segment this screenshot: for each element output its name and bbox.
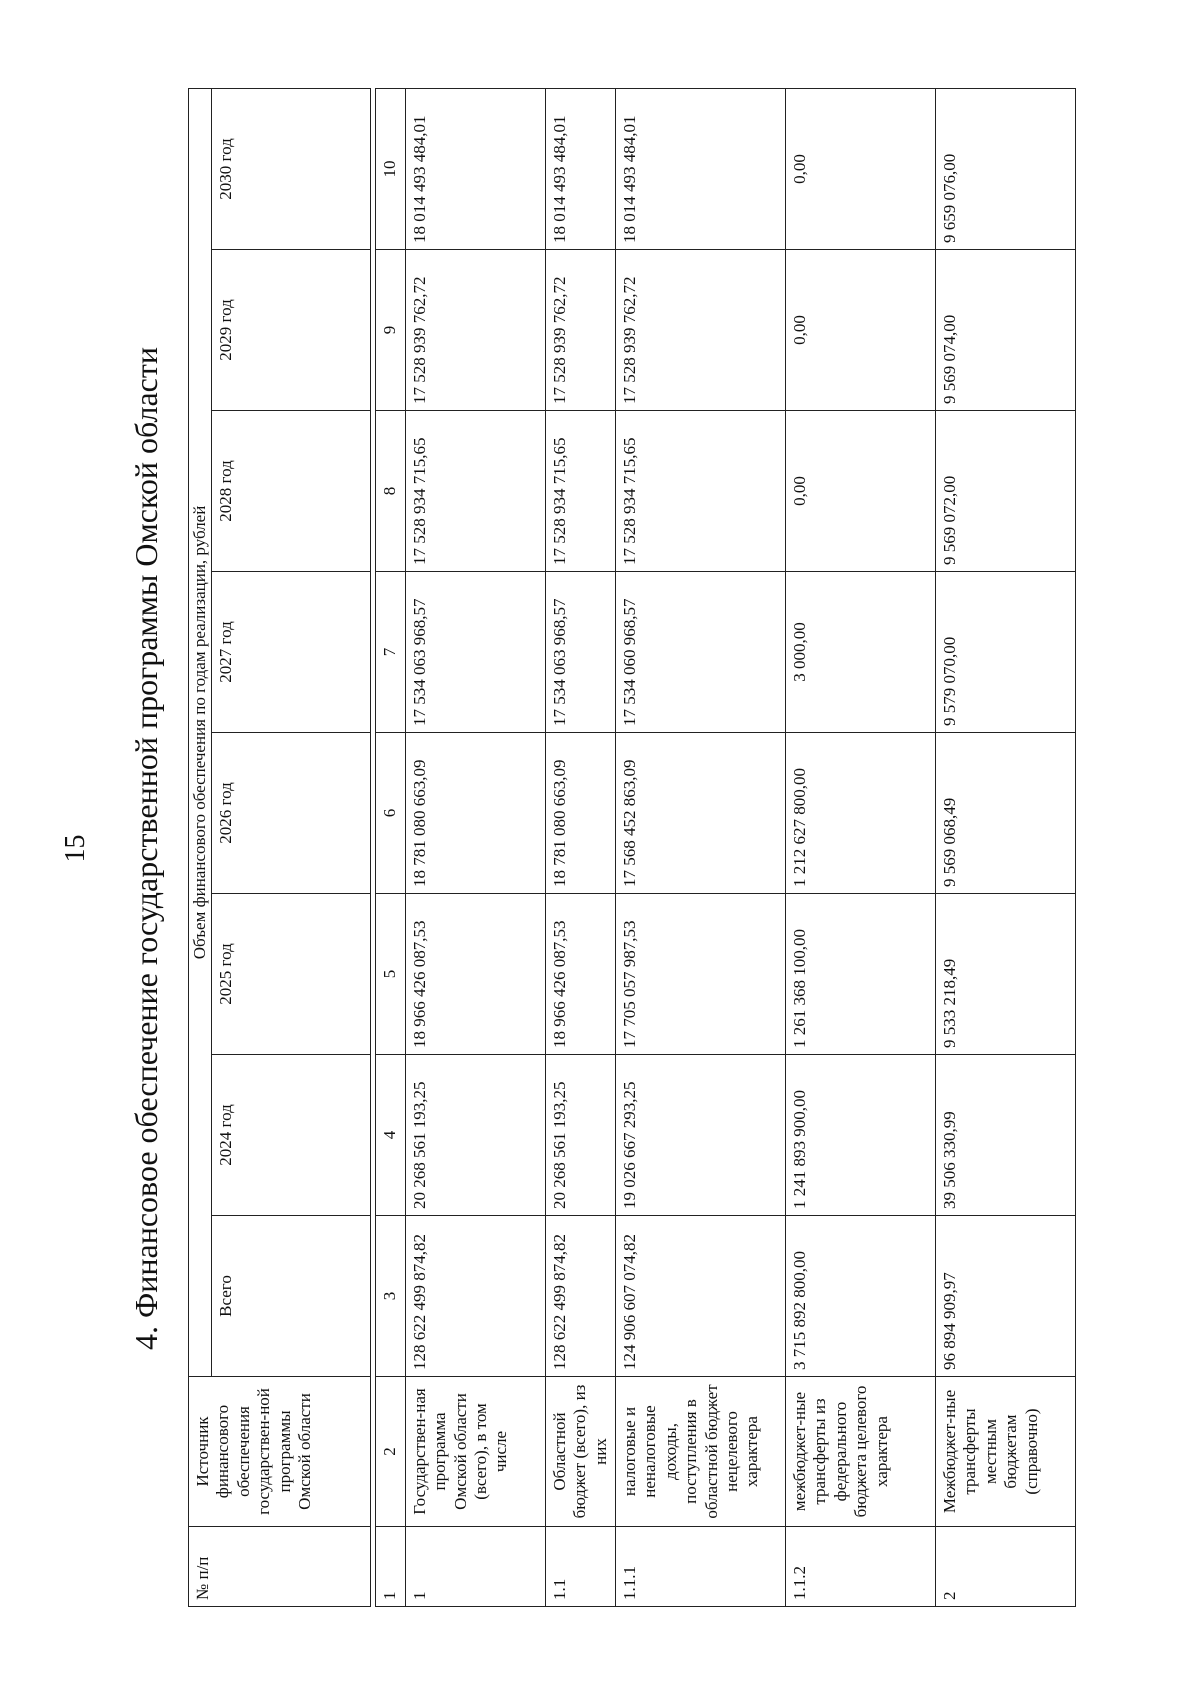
value-cell: 3 715 892 800,00 [785,1216,935,1377]
value-cell: 0,00 [785,250,935,411]
column-number: 7 [376,572,405,733]
page-number: 15 [60,834,91,863]
table-row [615,88,785,1606]
value-cell: 1 241 893 900,00 [785,1055,935,1216]
value-cell: 1 212 627 800,00 [785,733,935,894]
value-cell: 124 906 607 074,82 [615,1216,785,1377]
column-number: 2 [376,1377,405,1527]
row-source: межбюджет-ные трансферты из федерального бюджета целевого характера [785,1377,935,1527]
value-cell: 0,00 [785,88,935,249]
value-cell: 18 781 080 663,09 [545,733,615,894]
value-cell: 17 534 063 968,57 [405,572,545,733]
row-number: 2 [935,1527,1075,1607]
value-cell: 17 528 939 762,72 [545,250,615,411]
value-cell: 17 534 060 968,57 [615,572,785,733]
row-source: налоговые и неналоговые доходы, поступления в областной бюджет нецелевого характера [615,1377,785,1527]
value-cell: 9 569 074,00 [935,250,1075,411]
column-number: 3 [376,1216,405,1377]
column-number-row [376,88,405,1606]
value-cell: 9 579 070,00 [935,572,1075,733]
value-cell: 17 528 939 762,72 [615,250,785,411]
header-no: № п/п [189,1527,371,1607]
header-year: 2030 год [212,88,371,249]
value-cell: 1 261 368 100,00 [785,894,935,1055]
value-cell: 128 622 499 874,82 [405,1216,545,1377]
value-cell: 18 014 493 484,01 [545,88,615,249]
column-number: 10 [376,88,405,249]
table-row [545,88,615,1606]
value-cell: 9 569 068,49 [935,733,1075,894]
financing-table [188,88,1076,1607]
row-source: Межбюджет-ные трансферты местным бюджетам (справочно) [935,1377,1075,1527]
header-year: 2024 год [212,1055,371,1216]
header-source: Источник финансового обеспечения государствен-ной программы Омской области [189,1377,371,1527]
row-number: 1 [405,1527,545,1607]
value-cell: 19 026 667 293,25 [615,1055,785,1216]
value-cell: 18 014 493 484,01 [615,88,785,249]
header-year: 2028 год [212,411,371,572]
value-cell: 18 014 493 484,01 [405,88,545,249]
table-row [935,88,1075,1606]
value-cell: 3 000,00 [785,572,935,733]
header-year: Всего [212,1216,371,1377]
row-number: 1.1.2 [785,1527,935,1607]
value-cell: 17 534 063 968,57 [545,572,615,733]
header-year: 2027 год [212,572,371,733]
header-row-1 [189,88,212,1606]
value-cell: 9 533 218,49 [935,894,1075,1055]
column-number: 1 [376,1527,405,1607]
column-number: 5 [376,894,405,1055]
column-number: 9 [376,250,405,411]
column-number: 8 [376,411,405,572]
value-cell: 17 528 934 715,65 [545,411,615,572]
column-number: 4 [376,1055,405,1216]
header-year: 2026 год [212,733,371,894]
value-cell: 17 705 057 987,53 [615,894,785,1055]
value-cell: 96 894 909,97 [935,1216,1075,1377]
value-cell: 17 528 934 715,65 [615,411,785,572]
page-title: 4. Финансовое обеспечение государственной программы Омской области [128,347,164,1350]
value-cell: 18 966 426 087,53 [405,894,545,1055]
value-cell: 20 268 561 193,25 [405,1055,545,1216]
row-source: Областной бюджет (всего), из них [545,1377,615,1527]
row-source: Государствен-ная программа Омской области (всего), в том числе [405,1377,545,1527]
value-cell: 128 622 499 874,82 [545,1216,615,1377]
table-row [785,88,935,1606]
value-cell: 20 268 561 193,25 [545,1055,615,1216]
value-cell: 18 781 080 663,09 [405,733,545,894]
value-cell: 39 506 330,99 [935,1055,1075,1216]
header-year: 2025 год [212,894,371,1055]
row-number: 1.1 [545,1527,615,1607]
value-cell: 0,00 [785,411,935,572]
header-volume: Объем финансового обеспечения по годам реализации, рублей [189,88,212,1376]
value-cell: 9 569 072,00 [935,411,1075,572]
header-year: 2029 год [212,250,371,411]
value-cell: 9 659 076,00 [935,88,1075,249]
value-cell: 17 528 939 762,72 [405,250,545,411]
value-cell: 18 966 426 087,53 [545,894,615,1055]
value-cell: 17 528 934 715,65 [405,411,545,572]
row-number: 1.1.1 [615,1527,785,1607]
table-row [405,88,545,1606]
column-number: 6 [376,733,405,894]
value-cell: 17 568 452 863,09 [615,733,785,894]
